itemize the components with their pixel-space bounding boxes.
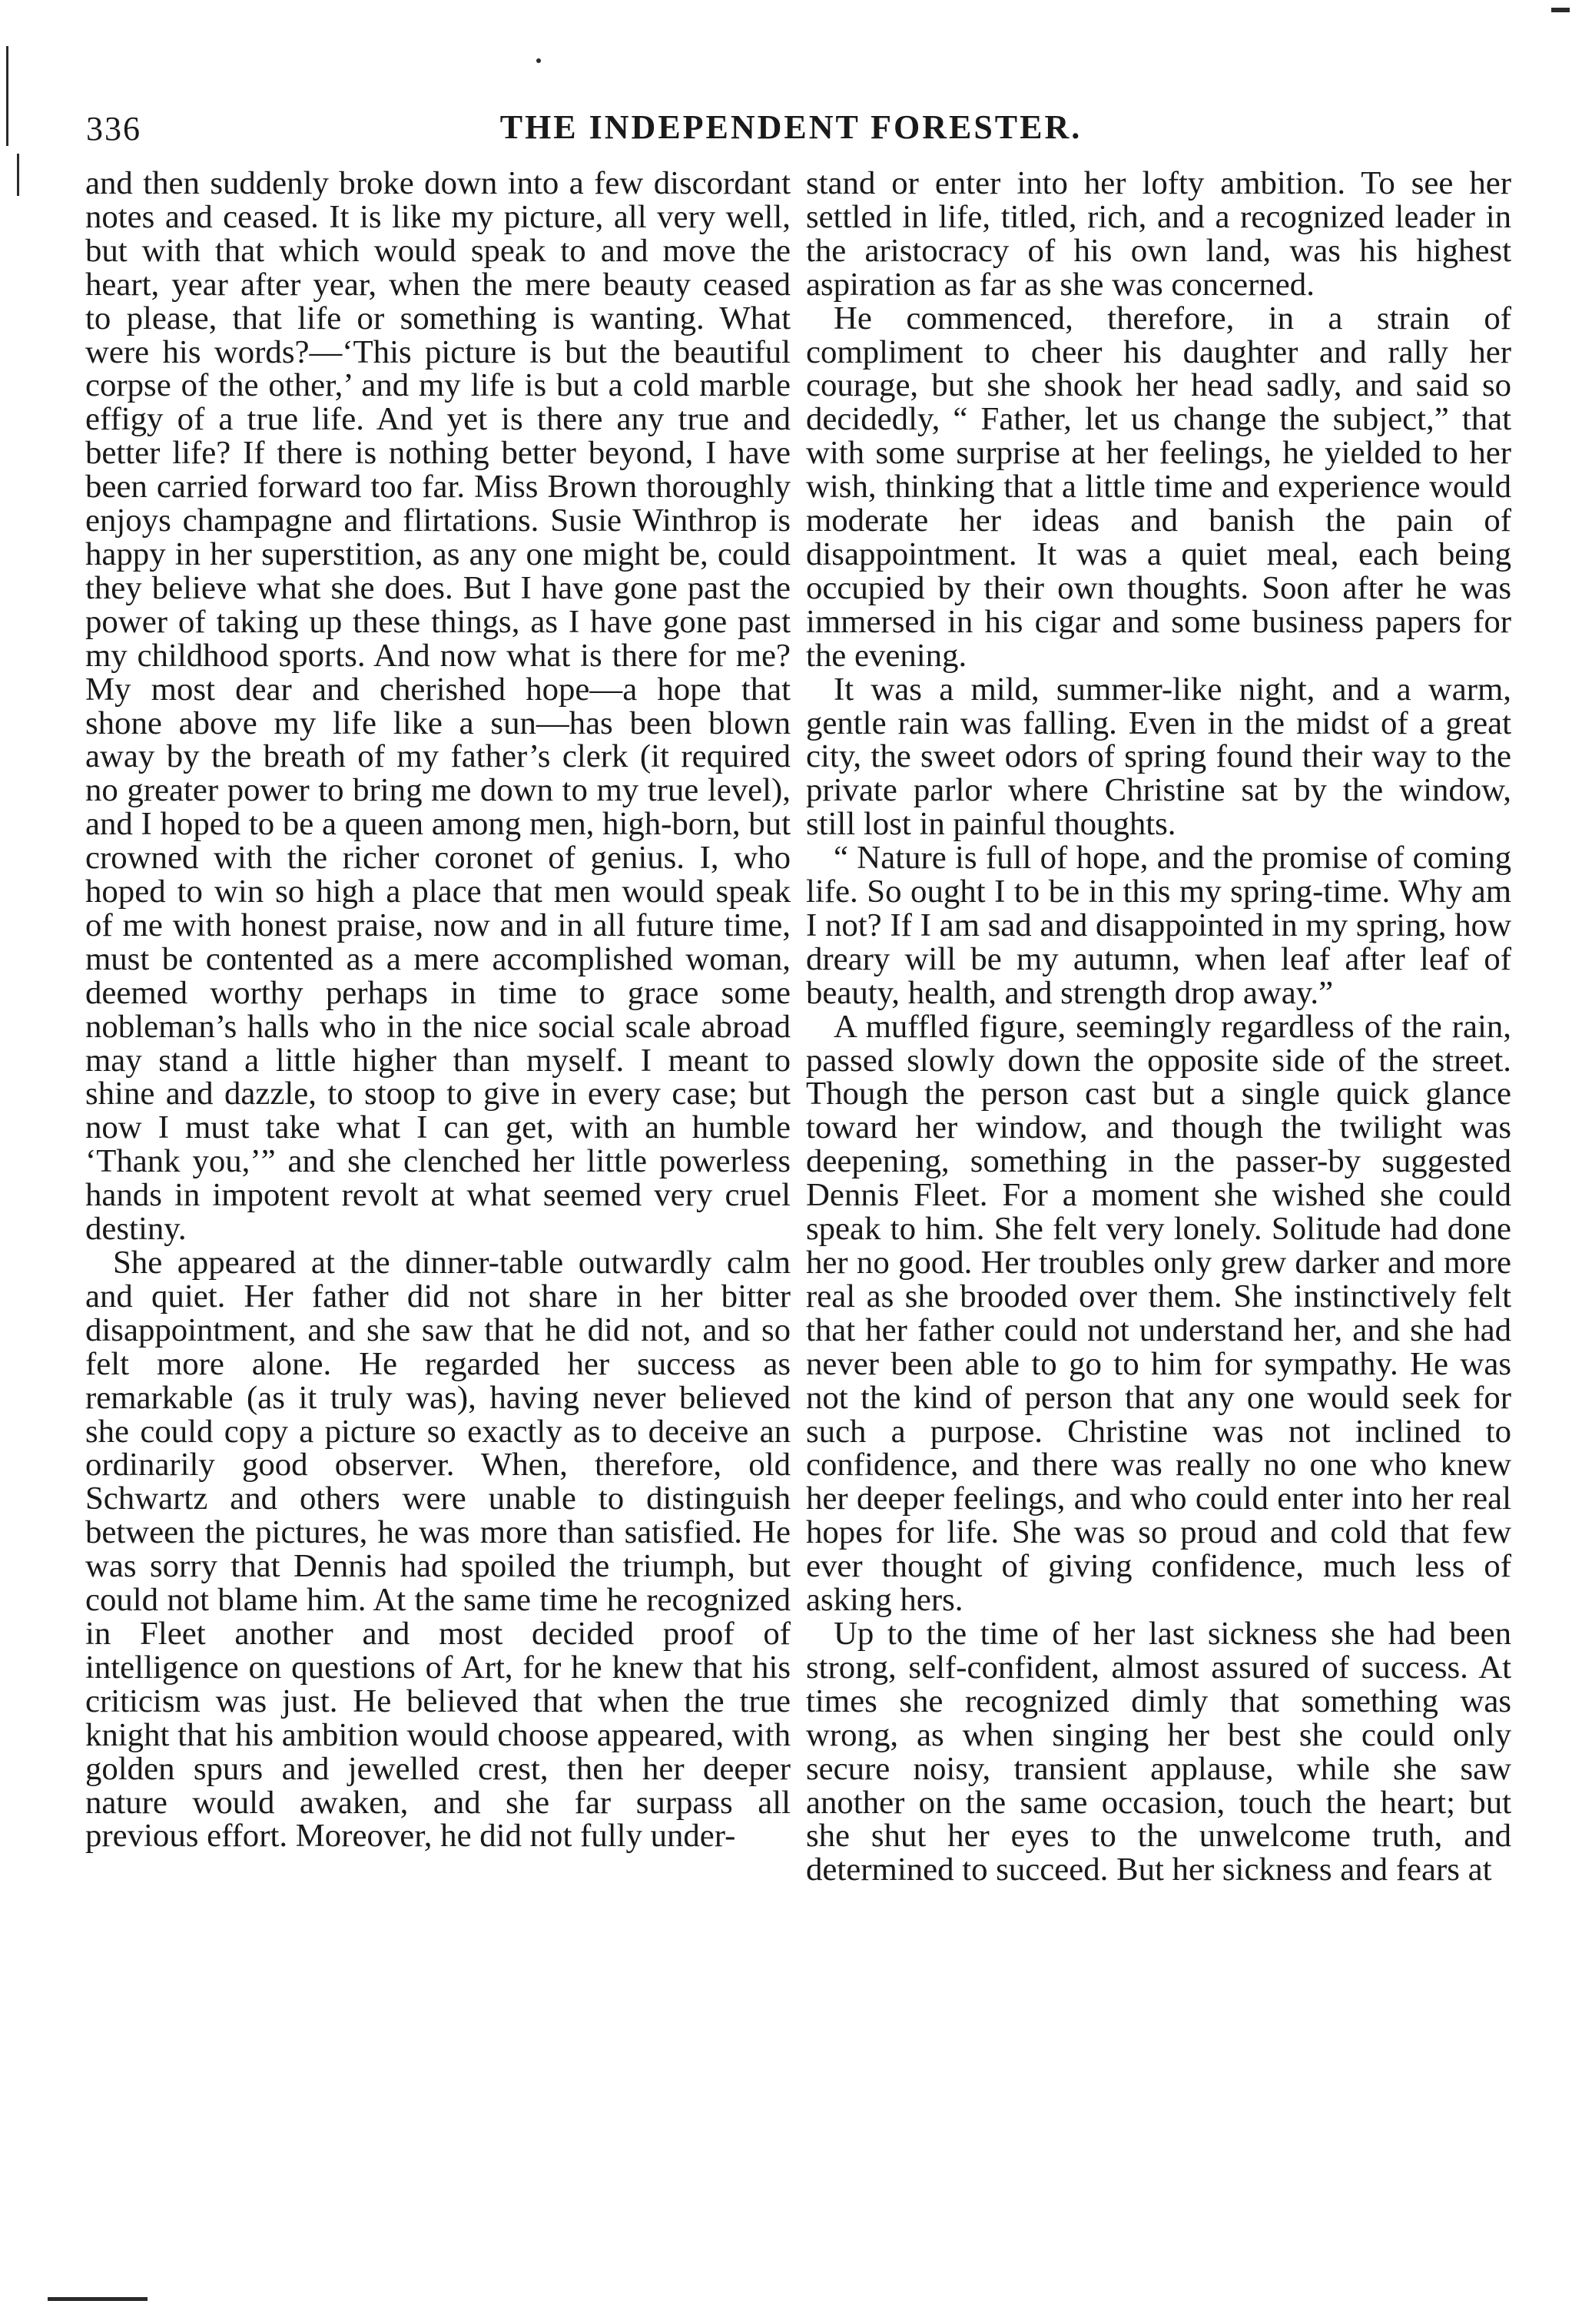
scan-edge-mark [17,154,19,196]
scan-speck [536,58,541,63]
paragraph: He commenced, therefore, in a strain of compliment to cheer his daughter and rally her courage, but she shook her head sadly, and said so decidedly, “ Father, let us change the subject,” that with some surprise at her feelings, he yielded to her wish, thinking that a little time and experience would moderate her ideas and banish the pain of disappointment. It was a quiet meal, each being occupied by their own thoughts. Soon after he was immersed in his cigar and some business papers for the evening. [806,300,1511,674]
scan-edge-mark [48,2297,148,2301]
paragraph: and then suddenly broke down into a few discordant notes and ceased. It is like my picture, all very well, but with that which would speak to and move the heart, year after year, when the mere beauty ceased to please, that life or something is wanting. What were his words?—‘This picture is but the beautiful corpse of the other,’ and my life is but a cold marble effigy of a true life. And yet is there any true and better life? If there is nothing better beyond, I have been carried forward too far. Miss Brown thoroughly enjoys champagne and flirtations. Susie Winthrop is happy in her superstition, as any one might be, could they believe what she does. But I have gone past the power of taking up these things, as I have gone past my childhood sports. And now what is there for me? My most dear and cherished hope—a hope that shone above my life like a sun—has been blown away by the breath of my father’s clerk (it required no greater power to bring me down to my true level), and I hoped to be a queen among men, high-born, but crowned with the richer coronet of genius. I, who hoped to win so high a place that men would speak of me with honest praise, now and in all future time, must be contented as a mere accomplished woman, deemed worthy perhaps in time to grace some nobleman’s halls who in the nice social scale abroad may stand a little higher than myself. I meant to shine and dazzle, to stoop to give in every case; but now I must take what I can get, with an humble ‘Thank you,’” and she clenched her little powerless hands in impotent revolt at what seemed very cruel destiny. [85,165,791,1248]
scan-edge-mark [1551,8,1570,12]
paragraph: She appeared at the dinner-table outwardly calm and quiet. Her father did not share in her bitter disappointment, and she saw that he did not, and so felt more alone. He regarded her success as remarkable (as it truly was), having never believed she could copy a picture so exactly as to deceive an ordinarily good observer. When, therefore, old Schwartz and others were unable to distinguish between the pictures, he was more than satisfied. He was sorry that Dennis had spoiled the triumph, but could not blame him. At the same time he recognized in Fleet another and most decided proof of intelligence on questions of Art, for he knew that his criticism was just. He believed that when the true knight that his ambition would choose appeared, with golden spurs and jewelled crest, then her deeper nature would awaken, and she far surpass all previous effort. Moreover, he did not fully under- [85,1245,791,1855]
paragraph: “ Nature is full of hope, and the promise of coming life. So ought I to be in this my spring-time. Why am I not? If I am sad and disappointed in my spring, how dreary will be my autumn, when leaf after leaf of beauty, health, and strength drop away.” [806,840,1511,1011]
page-header [0,108,1582,154]
running-title: THE INDEPENDENT FORESTER. [499,108,1083,146]
paragraph: It was a mild, summer-like night, and a warm, gentle rain was falling. Even in the midst of a great city, the sweet odors of spring found their way to the private parlor where Christine sat by the window, still lost in painful thoughts. [806,671,1511,843]
paragraph: A muffled figure, seemingly regardless of the rain, passed slowly down the opposite side of the street. Though the person cast but a single quick glance toward her window, and though the twilight was deepening, something in the passer-by suggested Dennis Fleet. For a moment she wished she could speak to him. She felt very lonely. Solitude had done her no good. Her troubles only grew darker and more real as she brooded over them. She instinctively felt that her father could not understand her, and she had never been able to go to him for sympathy. He was not the kind of person that any one would seek for such a purpose. Christine was not inclined to confidence, and there was really no one who knew her deeper feelings, and who could enter into her real hopes for life. She was so proud and cold that few ever thought of giving confidence, much less of asking hers. [806,1008,1511,1619]
right-column [806,167,1511,1887]
page-number: 336 [86,110,141,148]
paragraph: stand or enter into her lofty ambition. To see her settled in life, titled, rich, and a recognized leader in the aristocracy of his own land, was his highest aspiration as far as she was concerned. [806,165,1511,303]
paragraph: Up to the time of her last sickness she had been strong, self-confident, almost assured of success. At times she recognized dimly that something was wrong, as when singing her best she could only secure noisy, transient applause, while she saw another on the same occasion, touch the heart; but she shut her eyes to the unwelcome truth, and determined to succeed. But her sickness and fears at [806,1615,1511,1888]
left-column [85,167,791,1853]
